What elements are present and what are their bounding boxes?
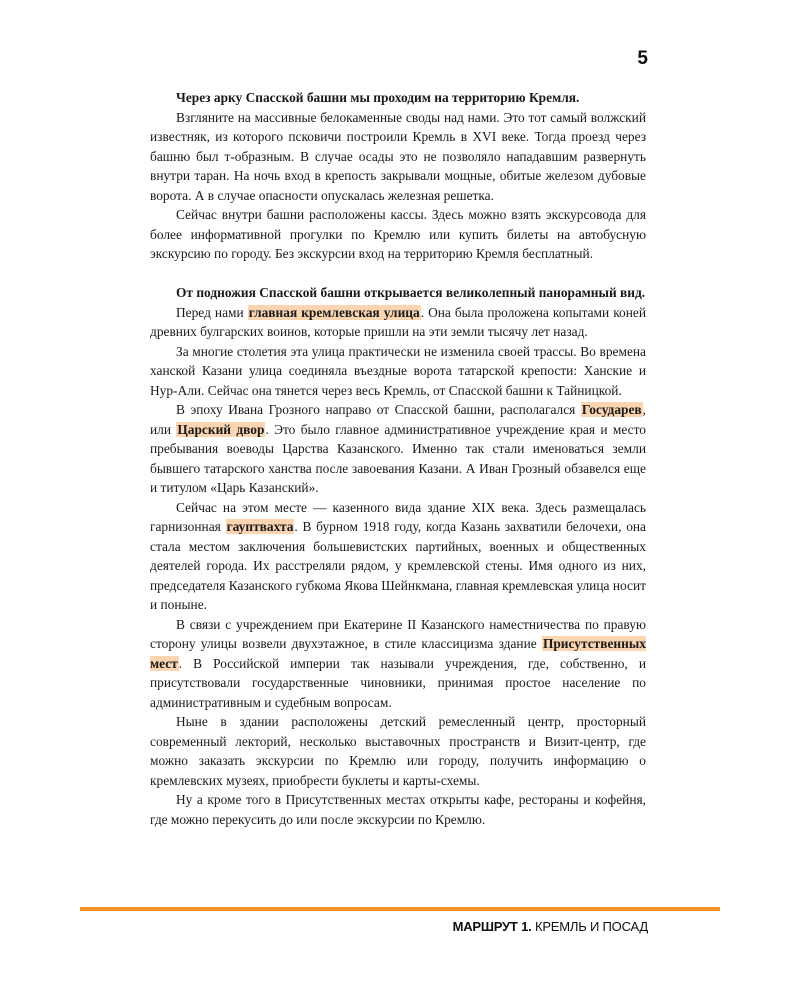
highlighted-term: Царский двор: [177, 421, 265, 437]
highlighted-term: Государев: [581, 402, 642, 417]
paragraph: [150, 303, 646, 342]
paragraph-heading-spasskaya-arch: Через арку Спасской башни мы проходим на территорию Кремля.: [176, 90, 580, 105]
paragraph: [150, 498, 646, 615]
paragraph: [150, 615, 646, 713]
highlighted-term: гауптвахта: [226, 519, 294, 534]
text-run: В эпоху Ивана Грозного направо от Спасской башни, располагался: [176, 402, 581, 417]
highlighted-term: Присутственных мест: [150, 636, 646, 671]
paragraph: За многие столетия эта улица практически не изменила своей трассы. Во времена ханской Казани улица соединяла въездные ворота татарской крепости: Ханские и Нур-Али. Сейчас она тянется через весь Кремль, от Спасской башни к Тайницкой.: [150, 343, 646, 398]
text-run: Перед нами: [176, 304, 248, 320]
paragraph-heading-panorama: От подножия Спасской башни открывается великолепный панорамный вид.: [176, 285, 646, 300]
page-body: [150, 88, 646, 829]
text-run: . Это было главное административное учреждение края и место пребывания воеводы Царства Казанского. Именно так стали именоваться земли бывшего татарского ханства после завоевания Казани. А Иван Грозный обзавелся еще и титулом «Царь Казанский».: [150, 421, 646, 495]
paragraph: Взгляните на массивные белокаменные своды над нами. Это тот самый волжский известняк, из которого псковичи построили Кремль в XVI веке. Тогда проезд через башню был т-образным. В случае осады это не позволяло нападавшим развернуть внутри таран. На ночь вход в крепость закрывали мощные, обитые железом дубовые ворота. А в случае опасности опускалась железная решетка.: [150, 109, 646, 203]
footer-route-label: МАРШРУТ 1.: [452, 919, 532, 934]
text-run: . В Российской империи так называли учреждения, где, собственно, и присутствовали государственные чиновники, принимая простое население по административным и судебным вопросам.: [150, 655, 646, 710]
footer-route-name: КРЕМЛЬ И ПОСАД: [534, 919, 648, 934]
text-run: , или: [150, 402, 646, 437]
footer-accent-rule: [80, 907, 720, 911]
paragraph: Ныне в здании расположены детский ремесленный центр, просторный современный лекторий, несколько выставочных пространств и Визит-центр, где можно заказать экскурсии по Кремлю или городу, получить информацию о кремлевских музеях, приобрести буклеты и карты-схемы.: [150, 714, 646, 788]
text-run: В связи с учреждением при Екатерине II Казанского наместничества по правую сторону улицы возвели двухэтажное, в стиле классицизма здание: [150, 616, 646, 651]
highlighted-term: главная кремлевская улица: [248, 304, 420, 320]
paragraph: Ну а кроме того в Присутственных местах открыты кафе, рестораны и кофейня, где можно перекусить до или после экскурсии по Кремлю.: [150, 792, 646, 827]
paragraph: [150, 400, 646, 498]
running-footer: [453, 919, 648, 934]
page-number: 5: [637, 48, 648, 69]
text-run: . В бурном 1918 году, когда Казань захватили белочехи, она стала местом заключения большевистских партийных, военных и общественных деятелей города. Их расстреляли рядом, у кремлевской стены. Имя одного из них, председателя Казанского губкома Якова Шейнкмана, главная кремлевская улица носит и поныне.: [150, 519, 647, 612]
text-run: Сейчас на этом месте — казенного вида здание XIX века. Здесь размещалась гарнизонная: [150, 499, 646, 534]
paragraph: Сейчас внутри башни расположены кассы. Здесь можно взять экскурсовода для более информативной прогулки по Кремлю или купить билеты на автобусную экскурсию по городу. Без экскурсии вход на территорию Кремля бесплатный.: [150, 207, 646, 261]
text-run: . Она была проложена копытами коней древних булгарских воинов, которые пришли на эти земли тысячу лет назад.: [150, 304, 646, 339]
